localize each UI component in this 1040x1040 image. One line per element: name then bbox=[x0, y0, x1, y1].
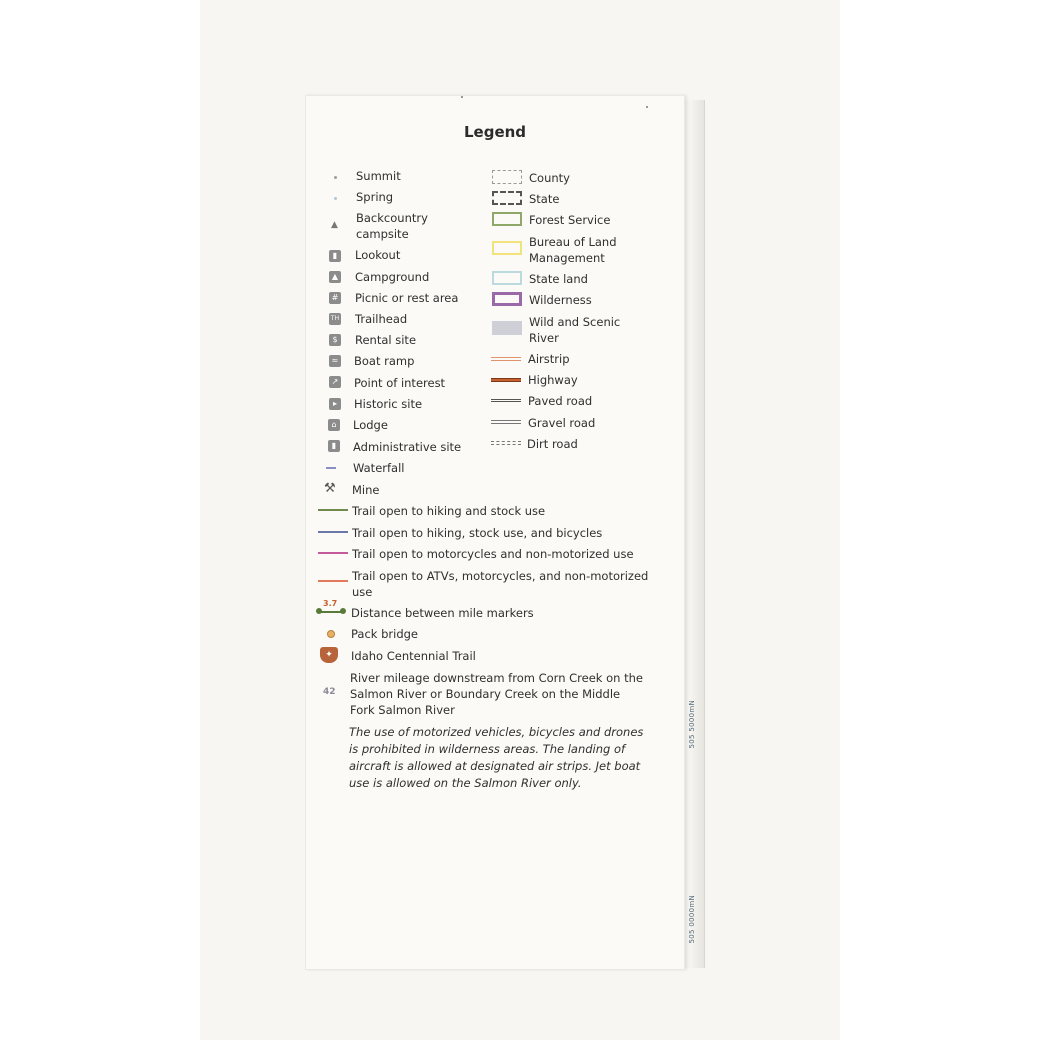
airstrip-icon bbox=[491, 357, 521, 361]
mile-marker-dot-icon bbox=[316, 608, 322, 614]
administrative-site-icon: ▮ bbox=[328, 440, 340, 452]
legend-item-administrative-site: Administrative site bbox=[353, 440, 462, 454]
county-boundary-icon bbox=[492, 170, 522, 184]
legend-item-airstrip: Airstrip bbox=[528, 352, 570, 366]
legend-item-rental-site: Rental site bbox=[355, 333, 417, 347]
trail-bicycles-line-icon bbox=[318, 531, 348, 533]
trail-atv-line-icon bbox=[318, 580, 348, 582]
point-of-interest-icon: ↗ bbox=[329, 376, 341, 388]
legend-item-county: County bbox=[529, 171, 570, 185]
trail-motorcycles-line-icon bbox=[318, 552, 348, 554]
legend-item-trail-motorcycles: Trail open to motorcycles and non-motorized use bbox=[352, 547, 634, 561]
summit-dot-icon bbox=[334, 176, 337, 179]
legend-item-mile-markers: Distance between mile markers bbox=[351, 606, 534, 620]
legend-item-trailhead: Trailhead bbox=[355, 312, 408, 326]
legend-item-blm: Bureau of Land Management bbox=[529, 235, 617, 265]
spring-dot-icon bbox=[334, 197, 337, 200]
legend-item-mine: Mine bbox=[352, 483, 380, 497]
paper-speck bbox=[646, 106, 648, 108]
map-edge-coordinate: 505 5000mN bbox=[688, 700, 696, 749]
pack-bridge-icon bbox=[327, 630, 335, 638]
trail-hiking-stock-line-icon bbox=[318, 509, 348, 511]
legend-item-state-land: State land bbox=[529, 272, 588, 286]
legend-item-point-of-interest: Point of interest bbox=[354, 376, 446, 390]
legend-item-spring: Spring bbox=[356, 190, 394, 204]
legend-item-wilderness: Wilderness bbox=[529, 293, 592, 307]
gravel-road-icon bbox=[491, 420, 521, 424]
rental-icon: $ bbox=[329, 334, 341, 346]
legend-item-picnic: Picnic or rest area bbox=[355, 291, 459, 305]
highway-icon bbox=[491, 378, 521, 382]
legend-item-trail-atv: Trail open to ATVs, motorcycles, and non-motorized use bbox=[352, 569, 649, 599]
mile-marker-dot-icon bbox=[340, 608, 346, 614]
picnic-icon: # bbox=[329, 292, 341, 304]
wilderness-icon bbox=[492, 292, 522, 306]
legend-item-idaho-centennial-trail: Idaho Centennial Trail bbox=[351, 649, 476, 663]
legend-item-waterfall: Waterfall bbox=[353, 461, 405, 475]
tent-icon: ▲ bbox=[331, 220, 338, 230]
campground-icon: ▲ bbox=[329, 271, 341, 283]
lodge-icon: ⌂ bbox=[328, 419, 340, 431]
legend-item-backcountry-campsite: Backcountry campsite bbox=[356, 211, 428, 241]
river-mileage-number: 42 bbox=[323, 687, 336, 697]
legend-item-lookout: Lookout bbox=[355, 248, 401, 262]
legend-item-state: State bbox=[529, 192, 560, 206]
paper-speck bbox=[461, 96, 463, 98]
wild-scenic-river-icon bbox=[492, 321, 522, 335]
blm-icon bbox=[492, 241, 522, 255]
legend-title: Legend bbox=[463, 123, 527, 141]
legend-item-lodge: Lodge bbox=[353, 418, 388, 432]
forest-service-icon bbox=[492, 212, 522, 226]
lookout-icon: ▮ bbox=[329, 250, 341, 262]
pickaxe-icon: ⚒ bbox=[324, 481, 336, 496]
usage-note: The use of motorized vehicles, bicycles and drones is prohibited in wilderness areas. The landing of aircraft is allowed at designated air strips. Jet boat use is allowed on the Salmon River only. bbox=[349, 725, 644, 790]
legend-item-trail-hiking-stock: Trail open to hiking and stock use bbox=[352, 504, 546, 518]
boat-ramp-icon: ≈ bbox=[329, 355, 341, 367]
mile-marker-number: 3.7 bbox=[323, 599, 338, 608]
legend-item-trail-bicycles: Trail open to hiking, stock use, and bicycles bbox=[352, 526, 603, 540]
legend-item-boat-ramp: Boat ramp bbox=[354, 354, 415, 368]
idaho-centennial-trail-icon: ✦ bbox=[320, 647, 338, 663]
state-boundary-icon bbox=[492, 191, 522, 205]
legend-item-pack-bridge: Pack bridge bbox=[351, 627, 419, 641]
dirt-road-icon bbox=[491, 441, 521, 445]
legend-item-wild-scenic-river: Wild and Scenic River bbox=[529, 315, 621, 345]
legend-item-forest-service: Forest Service bbox=[529, 213, 611, 227]
legend-item-campground: Campground bbox=[355, 270, 430, 284]
legend-item-paved-road: Paved road bbox=[528, 394, 593, 408]
state-land-icon bbox=[492, 271, 522, 285]
legend-item-gravel-road: Gravel road bbox=[528, 416, 596, 430]
trailhead-icon: TH bbox=[329, 313, 341, 325]
legend-item-river-mileage: River mileage downstream from Corn Creek on the Salmon River or Boundary Creek on the Middle Fork Salmon River bbox=[350, 671, 643, 717]
paved-road-icon bbox=[491, 399, 521, 402]
legend-item-dirt-road: Dirt road bbox=[527, 437, 578, 451]
legend-item-summit: Summit bbox=[356, 169, 401, 183]
map-edge-coordinate: 505 0000mN bbox=[688, 895, 696, 944]
legend-panel bbox=[305, 95, 685, 970]
waterfall-icon bbox=[326, 467, 336, 469]
legend-item-historic-site: Historic site bbox=[354, 397, 423, 411]
legend-item-highway: Highway bbox=[528, 373, 578, 387]
historic-site-icon: ▸ bbox=[329, 398, 341, 410]
